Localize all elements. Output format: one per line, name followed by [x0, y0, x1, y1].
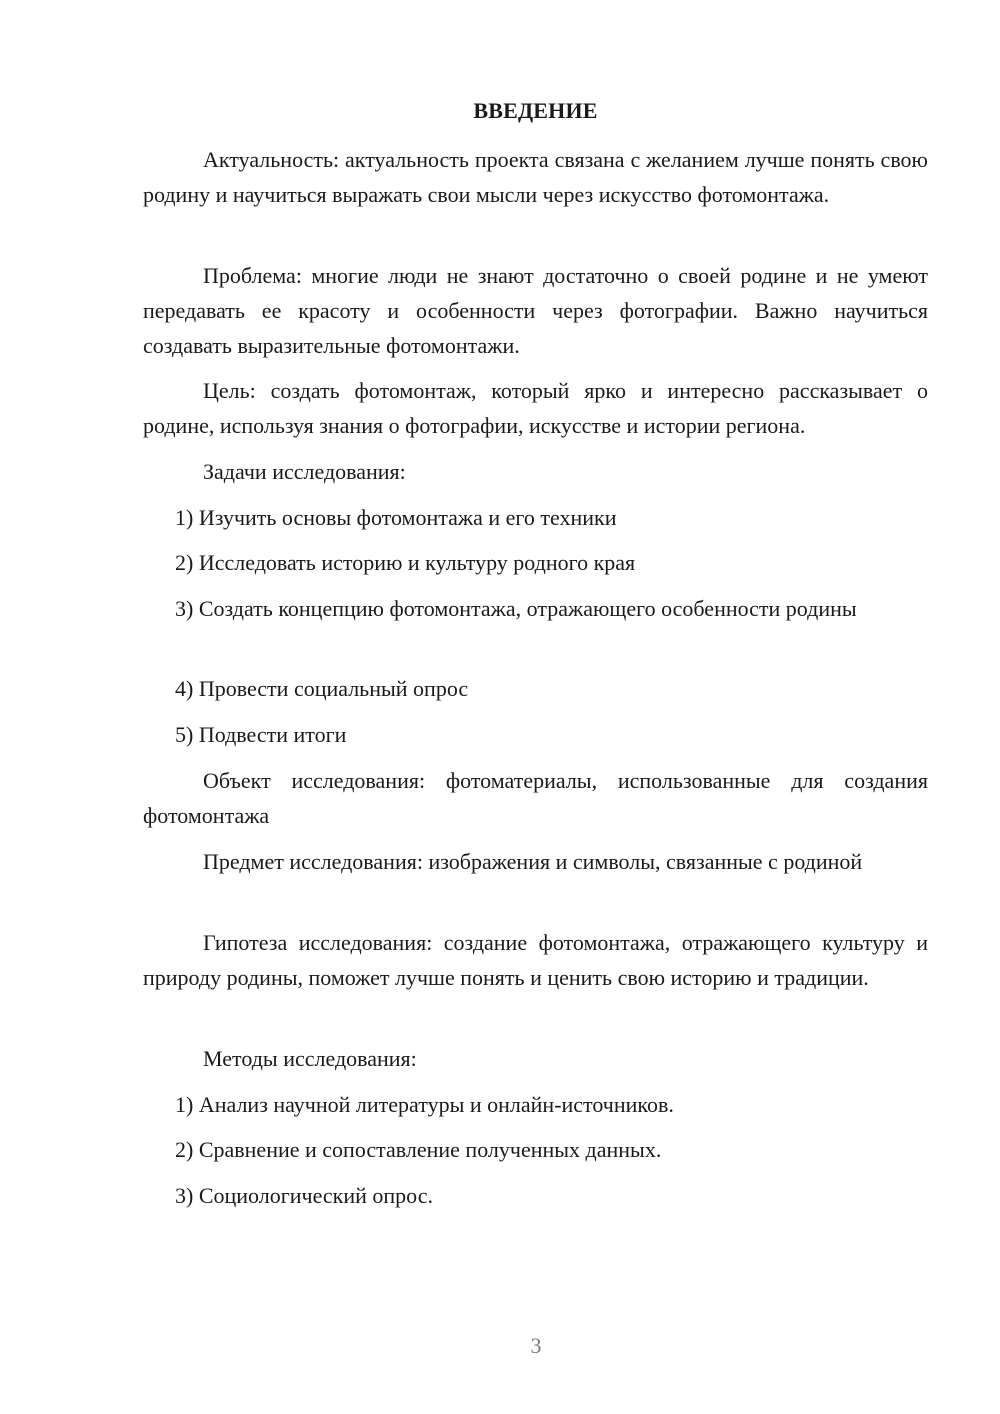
- relevance-paragraph: Актуальность: актуальность проекта связана с желанием лучше понять свою родину и научиться выражать свои мысли через искусство фотомонтажа.: [143, 147, 928, 207]
- subject-paragraph: Предмет исследования: изображения и символы, связанные с родиной: [203, 849, 863, 874]
- page-number: 3: [530, 1333, 542, 1358]
- task-item: 2) Исследовать историю и культуру родного края: [175, 550, 636, 575]
- task-item: 1) Изучить основы фотомонтажа и его техники: [175, 505, 617, 530]
- hypothesis-paragraph: Гипотеза исследования: создание фотомонтажа, отражающего культуру и природу родины, поможет лучше понять и ценить свою историю и традиции.: [143, 930, 928, 990]
- method-item: 1) Анализ научной литературы и онлайн-источников.: [175, 1092, 674, 1117]
- object-paragraph: Объект исследования: фотоматериалы, использованные для создания фотомонтажа: [143, 768, 928, 828]
- page-title: ВВЕДЕНИЕ: [473, 98, 598, 123]
- methods-heading: Методы исследования:: [203, 1046, 417, 1071]
- goal-paragraph: Цель: создать фотомонтаж, который ярко и интересно рассказывает о родине, используя знания о фотографии, искусстве и истории региона.: [143, 378, 928, 438]
- method-item: 2) Сравнение и сопоставление полученных данных.: [175, 1137, 662, 1162]
- task-item: 5) Подвести итоги: [175, 722, 347, 747]
- method-item: 3) Социологический опрос.: [175, 1183, 433, 1208]
- task-item: 3) Создать концепцию фотомонтажа, отражающего особенности родины: [175, 596, 857, 621]
- problem-paragraph: Проблема: многие люди не знают достаточно о своей родине и не умеют передавать ее красоту и особенности через фотографии. Важно научиться создавать выразительные фотомонтажи.: [143, 263, 928, 358]
- tasks-heading: Задачи исследования:: [203, 459, 406, 484]
- task-item: 4) Провести социальный опрос: [175, 676, 469, 701]
